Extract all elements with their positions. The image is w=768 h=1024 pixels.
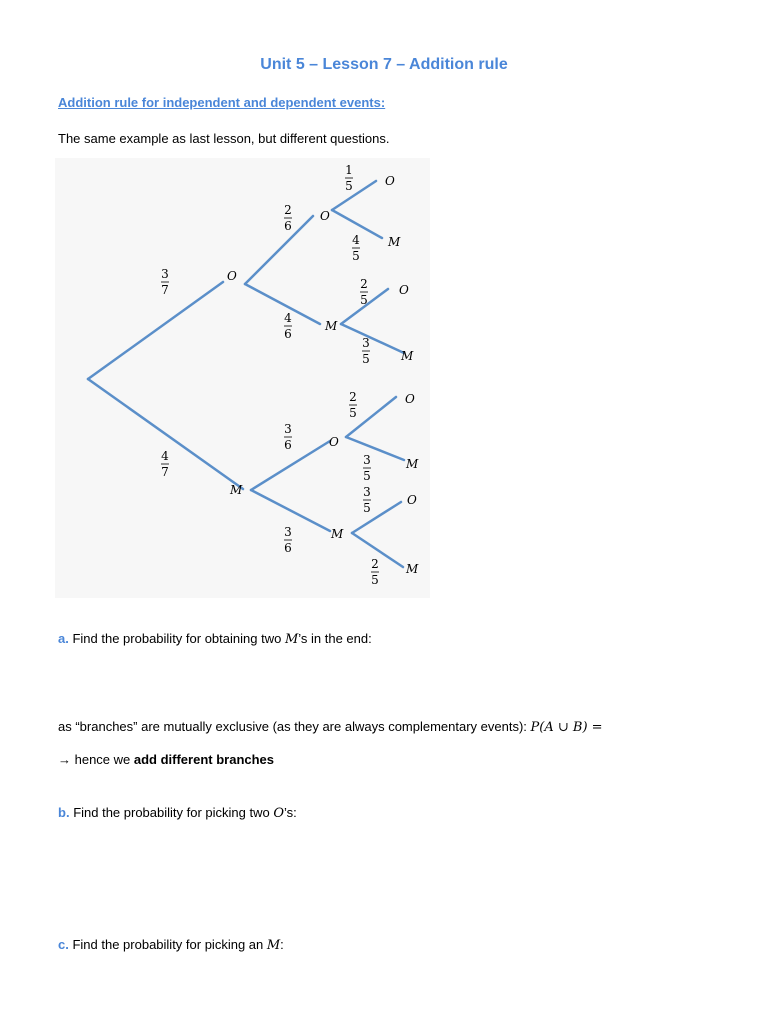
fraction-denominator: 6: [284, 541, 292, 555]
tree-node-stage2-2: O: [329, 435, 339, 449]
question-a: [58, 631, 372, 647]
arrow-icon: →: [58, 752, 71, 767]
page-title: Unit 5 – Lesson 7 – Addition rule: [260, 56, 508, 73]
hence-bold: add different branches: [133, 752, 275, 767]
exclusive-text: as “branches” are mutually exclusive (as they are always complementary events):: [58, 719, 531, 734]
fraction-numerator: 1: [345, 163, 353, 177]
fraction-numerator: 3: [284, 525, 292, 539]
tree-node-stage3-6: O: [407, 493, 417, 507]
section-heading: Addition rule for independent and dependent events:: [58, 95, 386, 110]
fraction-numerator: 3: [161, 267, 169, 281]
branch-prob-stage3-3: [362, 336, 370, 366]
branch-prob-stage3-0: [345, 163, 353, 193]
question-a-pre: Find the probability for obtaining two: [72, 631, 285, 646]
probability-tree-svg: [55, 158, 430, 598]
fraction-numerator: 2: [349, 390, 357, 404]
fraction-denominator: 5: [363, 469, 371, 483]
exclusive-formula: P(A ∪ B) =: [530, 720, 603, 735]
fraction-denominator: 6: [284, 327, 292, 341]
branch-stage1-0: [88, 282, 223, 379]
tree-node-stage3-1: M: [388, 235, 401, 249]
fraction-numerator: 4: [284, 311, 292, 325]
branch-prob-stage3-2: [360, 277, 368, 307]
branch-prob-stage3-6: [363, 485, 371, 515]
branch-prob-stage1-0: [161, 267, 169, 297]
fraction-denominator: 5: [371, 573, 379, 587]
question-b-post: ’s:: [284, 805, 297, 820]
tree-node-stage3-3: M: [401, 349, 414, 363]
branch-stage2-1: [245, 284, 320, 324]
tree-node-stage3-0: O: [385, 174, 395, 188]
branch-prob-stage1-1: [161, 449, 169, 479]
fraction-denominator: 7: [161, 283, 169, 297]
fraction-denominator: 6: [284, 219, 292, 233]
tree-node-stage1-1: M: [230, 483, 243, 497]
fraction-numerator: 2: [284, 203, 292, 217]
fraction-denominator: 5: [345, 179, 353, 193]
branch-prob-stage2-3: [284, 525, 292, 555]
question-b-label: b.: [58, 805, 70, 820]
exclusive-statement: [58, 719, 603, 735]
tree-node-stage2-0: O: [320, 209, 330, 223]
question-b: [58, 805, 297, 821]
tree-node-stage3-7: M: [406, 562, 419, 576]
fraction-denominator: 5: [352, 249, 360, 263]
branch-prob-stage3-5: [363, 453, 371, 483]
branch-prob-stage3-4: [349, 390, 357, 420]
fraction-numerator: 3: [363, 485, 371, 499]
branch-stage3-6: [352, 502, 401, 533]
fraction-numerator: 3: [362, 336, 370, 350]
fraction-numerator: 4: [352, 233, 360, 247]
branch-prob-stage2-1: [284, 311, 292, 341]
question-c-var: M: [266, 938, 281, 953]
tree-node-stage3-5: M: [406, 457, 419, 471]
branch-stage3-5: [346, 437, 404, 460]
fraction-denominator: 5: [360, 293, 368, 307]
question-c-pre: Find the probability for picking an: [72, 937, 267, 952]
fraction-denominator: 6: [284, 438, 292, 452]
question-b-var: O: [273, 806, 285, 821]
branch-prob-stage3-1: [352, 233, 360, 263]
branch-prob-stage2-2: [284, 422, 292, 452]
fraction-denominator: 7: [161, 465, 169, 479]
hence-statement: [58, 752, 274, 767]
fraction-numerator: 4: [161, 449, 169, 463]
tree-node-stage2-1: M: [325, 319, 338, 333]
fraction-numerator: 3: [363, 453, 371, 467]
fraction-numerator: 2: [371, 557, 379, 571]
fraction-denominator: 5: [362, 352, 370, 366]
intro-text: The same example as last lesson, but different questions.: [58, 131, 390, 146]
question-c: [58, 937, 284, 953]
branch-stage3-3: [341, 324, 404, 353]
question-c-post: :: [280, 937, 284, 952]
fraction-denominator: 5: [363, 501, 371, 515]
branch-prob-stage3-7: [371, 557, 379, 587]
fraction-numerator: 3: [284, 422, 292, 436]
branch-stage3-0: [332, 181, 376, 210]
hence-pre: hence we: [71, 752, 134, 767]
fraction-denominator: 5: [349, 406, 357, 420]
question-c-label: c.: [58, 937, 69, 952]
probability-tree-diagram: [55, 158, 430, 598]
question-a-label: a.: [58, 631, 69, 646]
branch-prob-stage2-0: [284, 203, 292, 233]
branch-stage2-0: [245, 216, 313, 284]
tree-node-stage1-0: O: [227, 269, 237, 283]
question-a-post: ’s in the end:: [298, 631, 372, 646]
question-a-var: M: [284, 632, 299, 647]
fraction-numerator: 2: [360, 277, 368, 291]
tree-node-stage3-4: O: [405, 392, 415, 406]
tree-node-stage2-3: M: [331, 527, 344, 541]
question-b-pre: Find the probability for picking two: [73, 805, 274, 820]
tree-node-stage3-2: O: [399, 283, 409, 297]
